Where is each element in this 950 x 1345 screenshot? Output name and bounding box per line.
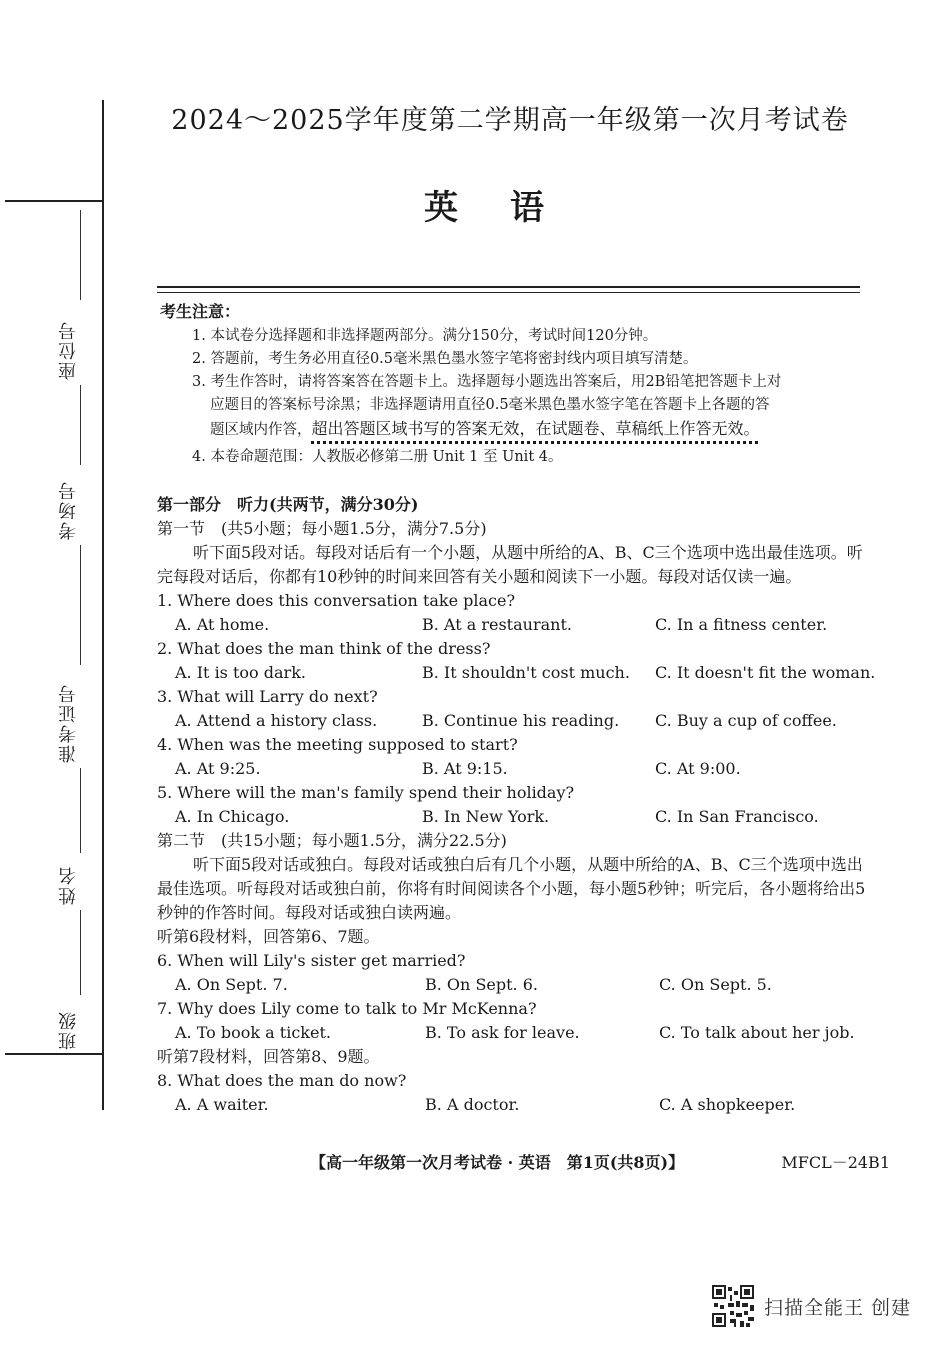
notice-text: 题区域内作答， xyxy=(210,422,312,438)
option: C. In a fitness center. xyxy=(655,615,828,634)
scanner-text: 扫描全能王 创建 xyxy=(764,1296,912,1319)
options-row xyxy=(157,757,877,781)
class-label: 班级 xyxy=(58,1010,79,1050)
exam-room-label: 考场号 xyxy=(58,480,79,540)
scanner-watermark xyxy=(712,1285,911,1327)
seat-rule xyxy=(80,210,81,300)
question: 2. What does the man think of the dress? xyxy=(157,639,491,658)
notice-item: 1. 本试卷分选择题和非选择题两部分。满分150分，考试时间120分钟。 xyxy=(192,328,658,344)
option: A. On Sept. 7. xyxy=(175,975,288,994)
options-row xyxy=(157,613,877,637)
option: B. A doctor. xyxy=(425,1095,520,1114)
options-row xyxy=(157,661,877,685)
paper-code: MFCL－24B1 xyxy=(781,1153,890,1172)
exam-title: 2024～2025学年度第二学期高一年级第一次月考试卷 xyxy=(171,105,849,136)
binding-line xyxy=(102,100,104,1110)
material-heading: 听第6段材料，回答第6、7题。 xyxy=(157,927,380,946)
option: C. On Sept. 5. xyxy=(659,975,772,994)
section-instructions: 听下面5段对话。每段对话后有一个小题，从题中所给的A、B、C三个选项中选出最佳选项。听完每段对话后，你都有10秒钟的时间来回答有关小题和阅读下一小题。每段对话仅读一遍。 xyxy=(157,543,863,586)
binding-divider xyxy=(5,200,102,202)
option: C. In San Francisco. xyxy=(655,807,819,826)
section-heading: 第二节 (共15小题；每小题1.5分，满分22.5分) xyxy=(157,831,507,850)
notice-item: 3. 考生作答时，请将答案答在答题卡上。选择题每小题选出答案后，用2B铅笔把答题卡上对 xyxy=(192,374,782,390)
option: A. A waiter. xyxy=(175,1095,269,1114)
option: C. To talk about her job. xyxy=(659,1023,855,1042)
admission-label: 准考证号 xyxy=(58,683,79,763)
name-label: 姓名 xyxy=(58,865,79,905)
notice-item: 应题目的答案标号涂黑；非选择题请用直径0.5毫米黑色墨水签字笔在答题卡上各题的答 xyxy=(210,397,770,413)
question: 4. When was the meeting supposed to start? xyxy=(157,735,518,754)
option: B. On Sept. 6. xyxy=(425,975,538,994)
option: A. To book a ticket. xyxy=(175,1023,331,1042)
material-heading: 听第7段材料，回答第8、9题。 xyxy=(157,1047,380,1066)
page-footer xyxy=(310,1150,890,1173)
question: 6. When will Lily's sister get married? xyxy=(157,951,466,970)
option: C. A shopkeeper. xyxy=(659,1095,796,1114)
option: A. Attend a history class. xyxy=(175,711,378,730)
option: B. Continue his reading. xyxy=(422,711,620,730)
subject-title: 英语 xyxy=(424,188,596,228)
option: C. Buy a cup of coffee. xyxy=(655,711,837,730)
option: B. In New York. xyxy=(422,807,550,826)
options-row xyxy=(157,805,877,829)
part1-block xyxy=(157,493,877,1117)
notice-item: 2. 答题前，考生务必用直径0.5毫米黑色墨水签字笔将密封线内项目填写清楚。 xyxy=(192,351,698,367)
notice-block xyxy=(160,300,870,469)
option: B. At 9:15. xyxy=(422,759,508,778)
section-heading: 第一节 (共5小题；每小题1.5分，满分7.5分) xyxy=(157,519,487,538)
options-row xyxy=(157,1093,877,1117)
question: 3. What will Larry do next? xyxy=(157,687,378,706)
option: C. It doesn't fit the woman. xyxy=(655,663,876,682)
part-heading: 第一部分 听力(共两节，满分30分) xyxy=(157,495,419,514)
notice-item xyxy=(160,417,870,442)
options-row xyxy=(157,1021,877,1045)
qr-code-icon xyxy=(712,1285,754,1327)
name-rule xyxy=(80,768,81,853)
binding-divider xyxy=(5,1053,102,1055)
seat-label: 座位号 xyxy=(58,320,79,380)
header-rule xyxy=(157,286,860,293)
question: 7. Why does Lily come to talk to Mr McKenna? xyxy=(157,999,537,1018)
option: B. To ask for leave. xyxy=(425,1023,580,1042)
option: A. At 9:25. xyxy=(175,759,261,778)
options-row xyxy=(157,973,877,997)
option: B. It shouldn't cost much. xyxy=(422,663,630,682)
class-rule xyxy=(80,910,81,995)
exam-room-rule xyxy=(80,385,81,465)
options-row xyxy=(157,709,877,733)
option: A. It is too dark. xyxy=(175,663,306,682)
option: A. At home. xyxy=(175,615,270,634)
option: C. At 9:00. xyxy=(655,759,741,778)
notice-item: 4. 本卷命题范围：人教版必修第二册 Unit 1 至 Unit 4。 xyxy=(192,449,563,465)
notice-title: 考生注意： xyxy=(160,302,241,321)
question: 5. Where will the man's family spend their holiday? xyxy=(157,783,575,802)
notice-emphasis: 超出答题区域书写的答案无效，在试题卷、草稿纸上作答无效。 xyxy=(311,419,760,438)
question: 8. What does the man do now? xyxy=(157,1071,407,1090)
option: B. At a restaurant. xyxy=(422,615,572,634)
option: A. In Chicago. xyxy=(175,807,290,826)
admission-rule xyxy=(80,545,81,665)
footer-label: 【高一年级第一次月考试卷 · 英语 第1页(共8页)】 xyxy=(310,1153,685,1172)
question: 1. Where does this conversation take place? xyxy=(157,591,516,610)
section-instructions: 听下面5段对话或独白。每段对话或独白后有几个小题，从题中所给的A、B、C三个选项中选出最佳选项。听每段对话或独白前，你将有时间阅读各个小题，每小题5秒钟；听完后，各小题将给出5秒钟的作答时间。每段对话或独白读两遍。 xyxy=(157,855,866,922)
